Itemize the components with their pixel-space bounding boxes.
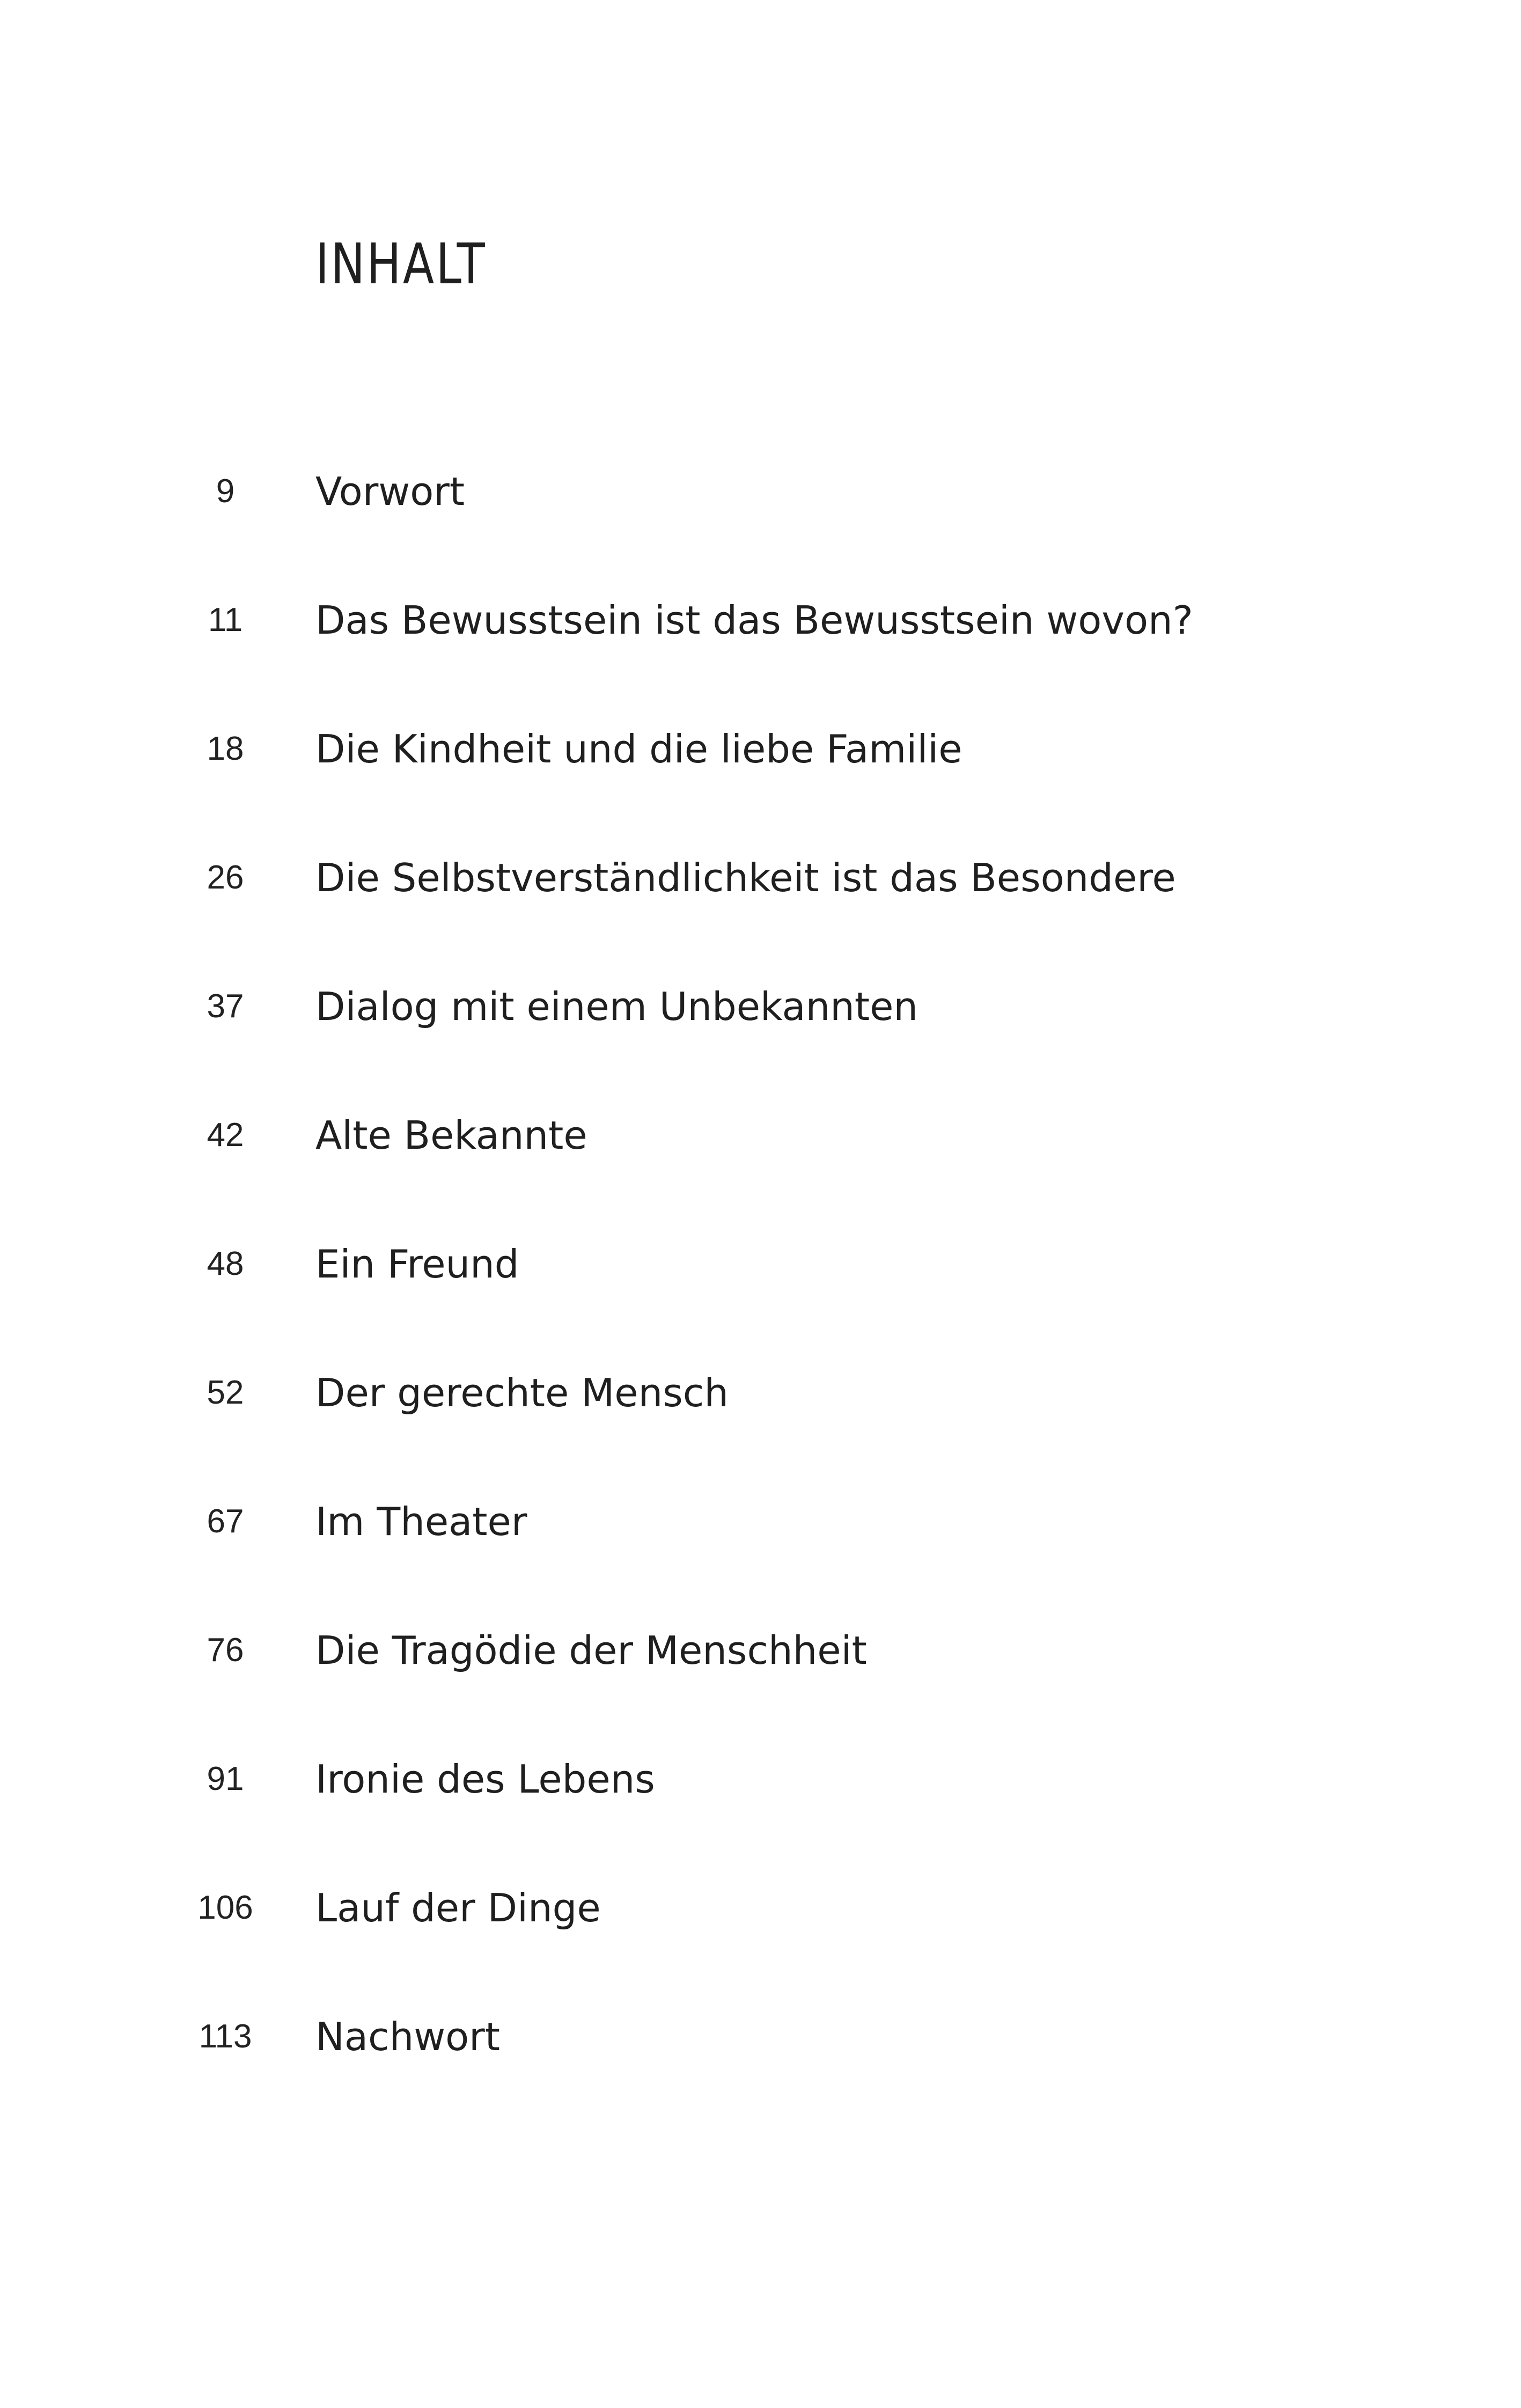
toc-chapter-title: Der gerechte Mensch [315,1370,729,1415]
toc-entry [0,465,1521,593]
toc-chapter-title: Die Kindheit und die liebe Familie [315,726,962,772]
toc-chapter-title: Dialog mit einem Unbekannten [315,984,919,1029]
toc-chapter-title: Im Theater [315,1499,527,1544]
toc-page-number: 18 [207,730,244,767]
toc-entry [0,1366,1521,1495]
toc-page-number: 11 [208,601,243,638]
toc-entry [0,1881,1521,2010]
toc-entry [0,1752,1521,1881]
toc-page-number: 26 [207,859,244,896]
toc-entry [0,1108,1521,1237]
toc-chapter-title: Nachwort [315,2014,500,2059]
toc-chapter-title: Die Selbstverständlichkeit ist das Besondere [315,855,1176,900]
toc-chapter-title: Die Tragödie der Menschheit [315,1628,867,1673]
toc-entry [0,1237,1521,1366]
toc-page-number: 48 [207,1245,244,1282]
toc-page-number: 9 [216,473,235,510]
toc-page-number: 113 [199,2018,252,2055]
toc-chapter-title: Lauf der Dinge [315,1885,601,1930]
toc-entry [0,1495,1521,1624]
toc-page-number: 91 [207,1760,244,1797]
toc-page-number: 76 [207,1632,244,1669]
toc-chapter-title: Das Bewusstsein ist das Bewusstsein wovon? [315,598,1193,643]
toc-chapter-title: Alte Bekannte [315,1113,587,1158]
toc-entry [0,980,1521,1108]
toc-page-number: 106 [197,1889,253,1926]
toc-page-number: 52 [207,1374,244,1411]
table-of-contents [0,465,1521,2139]
toc-page-number: 37 [207,988,244,1025]
toc-entry [0,722,1521,851]
page-title: INHALT [315,231,487,297]
toc-chapter-title: Vorwort [315,469,465,514]
toc-entry [0,2010,1521,2139]
toc-entry [0,593,1521,722]
toc-chapter-title: Ironie des Lebens [315,1757,655,1802]
toc-page-number: 67 [207,1503,244,1540]
toc-chapter-title: Ein Freund [315,1242,519,1287]
toc-page-number: 42 [207,1117,244,1154]
toc-entry [0,851,1521,980]
toc-entry [0,1624,1521,1752]
